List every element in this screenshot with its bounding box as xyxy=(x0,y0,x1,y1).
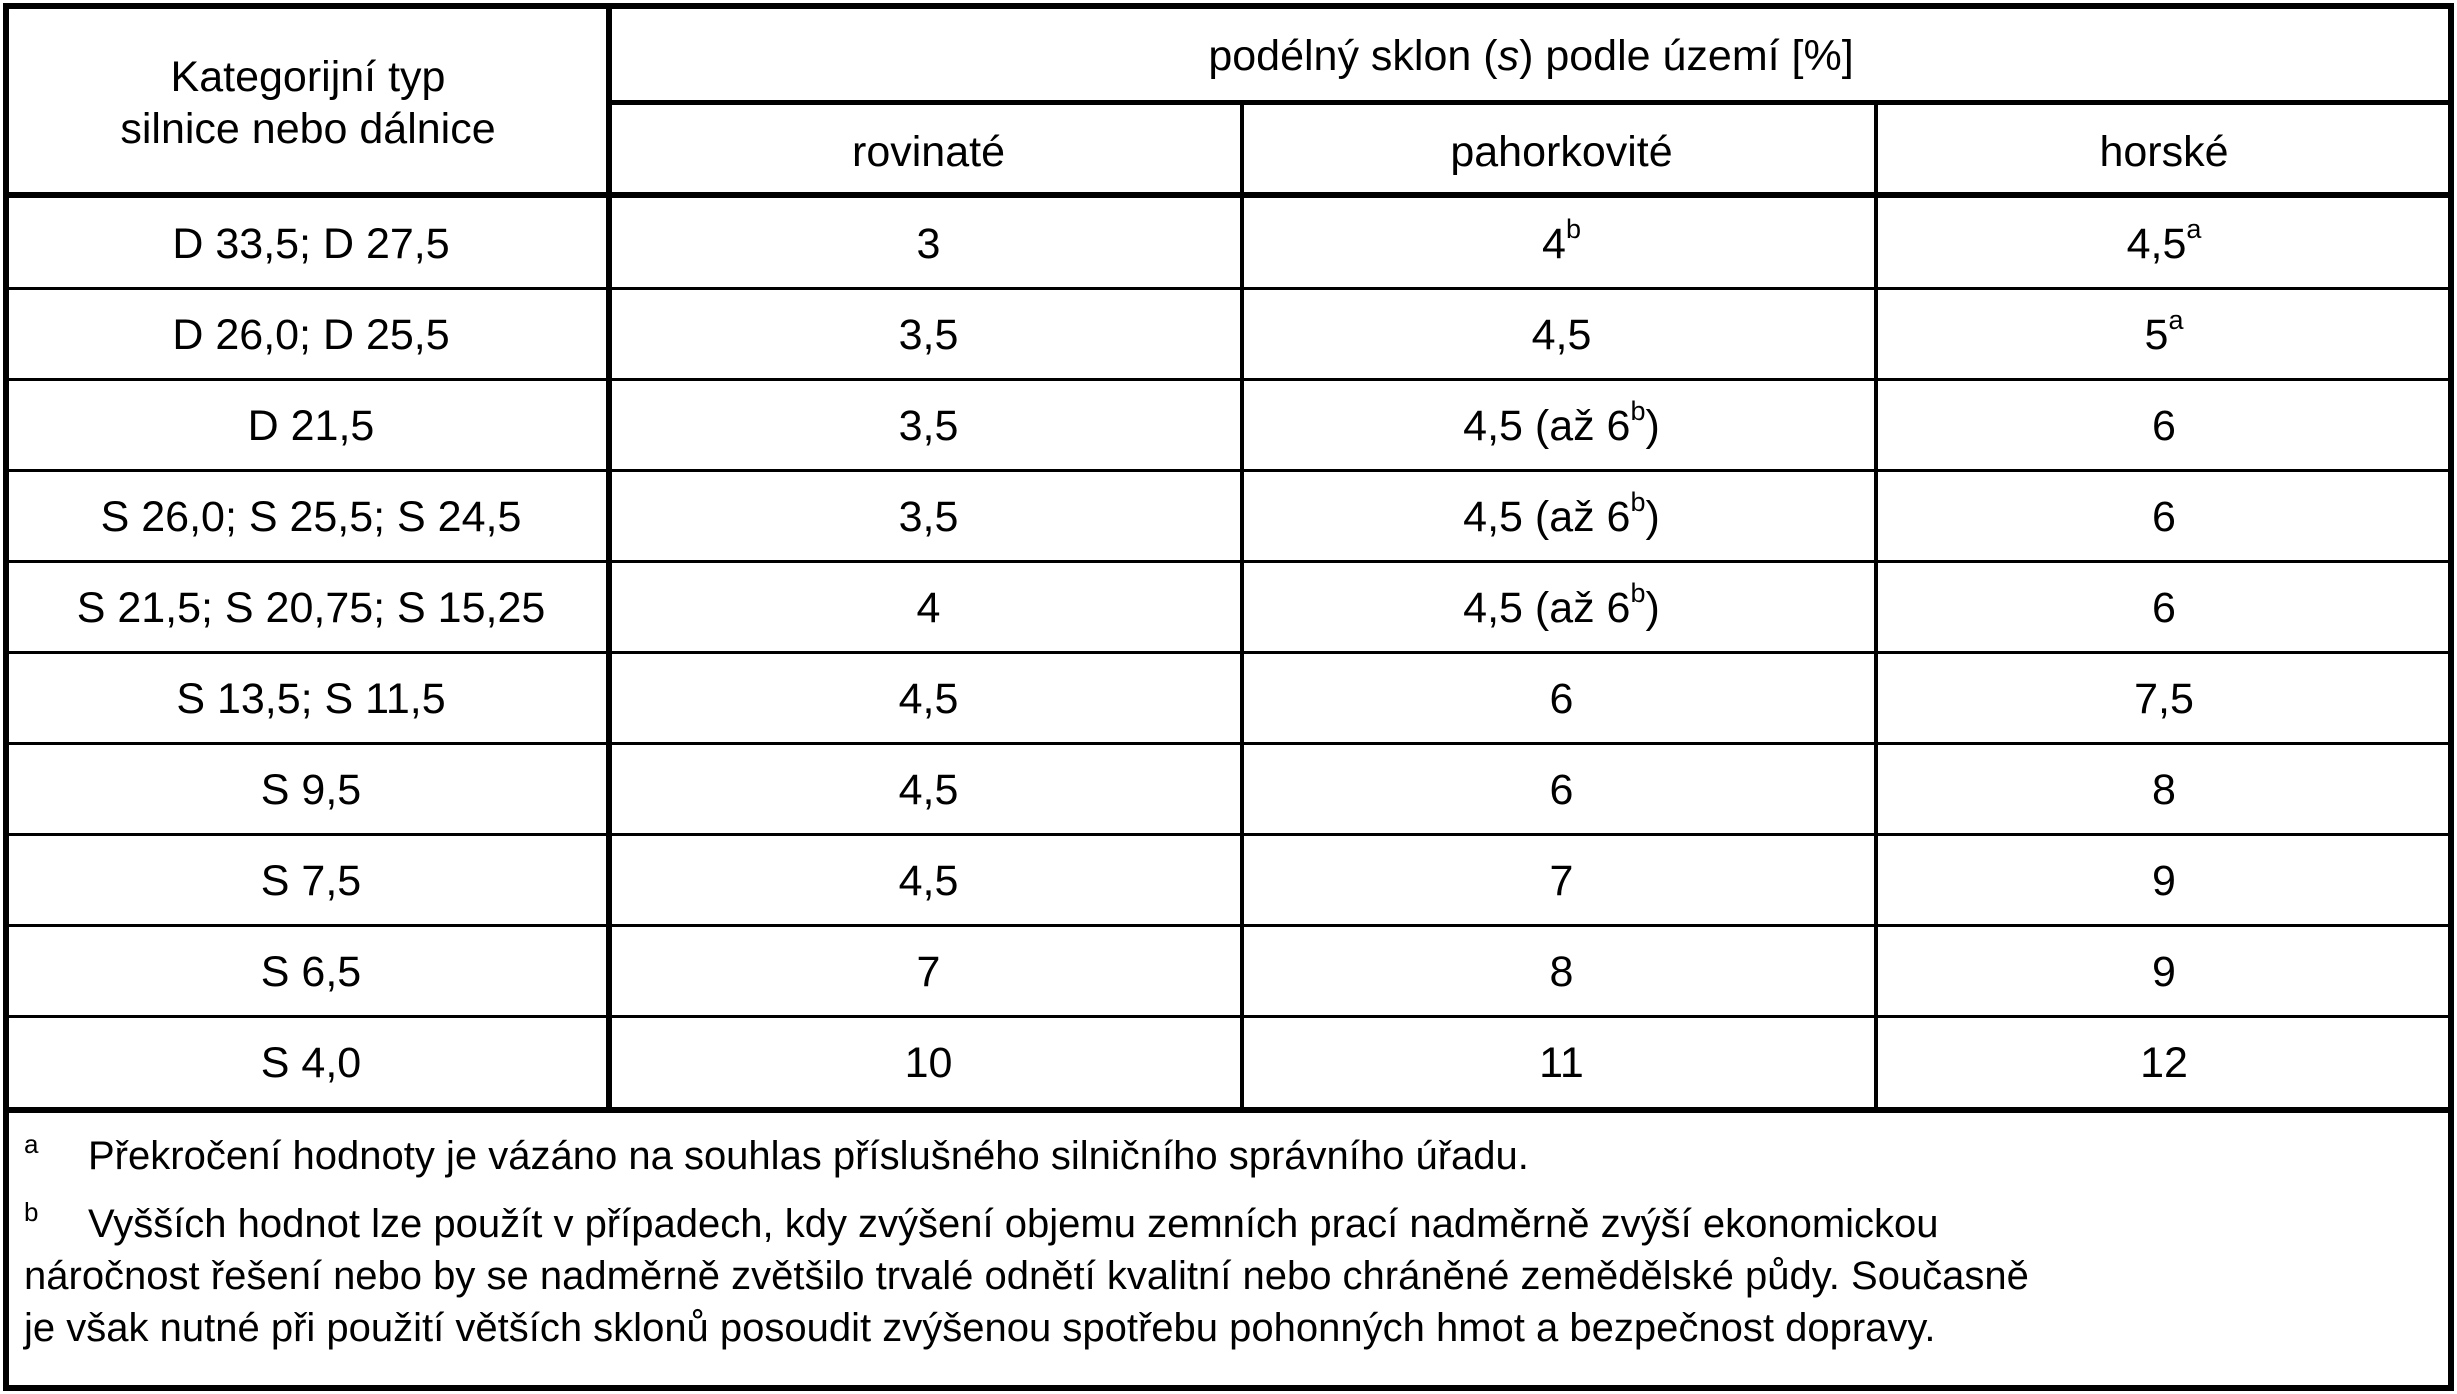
slope-value-cell: 6 xyxy=(1549,765,1574,814)
road-type-cell: S 9,5 xyxy=(260,765,362,814)
slope-value-cell: 4$^b$ xyxy=(1542,214,1581,268)
slope-value-cell: 11 xyxy=(1539,1038,1584,1087)
slope-value-cell: 4,5$^a$ xyxy=(2126,214,2202,268)
row-divider xyxy=(3,924,2454,927)
road-type-cell: S 13,5; S 11,5 xyxy=(176,674,446,723)
footnote-a-text: Překročení hodnoty je vázáno na souhlas příslušného silničního správního úřadu. xyxy=(88,1134,1529,1178)
slope-value-cell: 9 xyxy=(2152,856,2176,905)
slope-value-cell: 4,5 (až 6$^b$) xyxy=(1463,487,1660,541)
footnote-ref: b xyxy=(1630,578,1646,609)
row-divider xyxy=(3,651,2454,654)
slope-value-cell: 5$^a$ xyxy=(2144,305,2184,359)
road-type-cell: S 26,0; S 25,5; S 24,5 xyxy=(100,492,522,541)
slope-value-cell: 3 xyxy=(916,219,941,268)
footnote-ref: b xyxy=(1630,487,1646,518)
frame-right xyxy=(2448,3,2454,1391)
slope-value-cell: 6 xyxy=(1549,674,1574,723)
slope-value-cell: 3,5 xyxy=(898,401,959,450)
footnote-b-line3: je však nutné při použití větších sklonů posoudit zvýšenou spotřebu pohonných hmot a bezpečnost dopravy. xyxy=(24,1306,1936,1350)
road-type-cell: S 4,0 xyxy=(260,1038,362,1087)
frame-bottom xyxy=(3,1385,2454,1391)
slope-value-cell: 3,5 xyxy=(898,492,959,541)
footnote-ref: b xyxy=(1630,396,1646,427)
road-type-cell: D 21,5 xyxy=(247,401,375,450)
road-type-cell: D 33,5; D 27,5 xyxy=(172,219,450,268)
frame-top xyxy=(3,3,2454,9)
slope-value-cell: 4 xyxy=(916,583,941,632)
row-divider xyxy=(3,742,2454,745)
table-bottom-rule xyxy=(3,1107,2454,1113)
group-header xyxy=(612,10,2450,102)
col-divider xyxy=(1240,100,1244,1113)
row-divider xyxy=(3,287,2454,290)
slope-value-cell: 3,5 xyxy=(898,310,959,359)
slope-value-cell: 8 xyxy=(1549,947,1574,996)
road-type-cell: S 6,5 xyxy=(260,947,362,996)
slope-value-cell: 6 xyxy=(2152,401,2176,450)
row-divider xyxy=(3,833,2454,836)
slope-value-cell: 7 xyxy=(1549,856,1574,905)
footnote-b xyxy=(24,1198,2439,1354)
row-label-text: Kategorijní typ silnice nebo dálnice xyxy=(120,52,496,153)
slope-value-cell: 4,5 xyxy=(898,765,959,814)
slope-value-cell: 12 xyxy=(2140,1038,2188,1087)
col-divider xyxy=(1874,100,1878,1113)
footnote-a-mark: a xyxy=(24,1128,39,1159)
row-divider xyxy=(3,560,2454,563)
header-bottom-rule xyxy=(3,192,2454,198)
slope-value-cell: 6 xyxy=(2152,583,2176,632)
slope-value-cell: 4,5 xyxy=(1531,310,1592,359)
slope-value-cell: 7,5 xyxy=(2134,674,2194,723)
road-type-cell: D 26,0; D 25,5 xyxy=(172,310,450,359)
footnote-b-line1: Vyšších hodnot lze použít v případech, kdy zvýšení objemu zemních prací nadměrně zvýší ekonomickou xyxy=(88,1202,1939,1246)
footnote-ref: a xyxy=(2186,214,2202,245)
slope-value-cell: 7 xyxy=(916,947,941,996)
row-label-header xyxy=(10,10,606,195)
slope-value-cell: 4,5 xyxy=(898,674,959,723)
slope-value-cell: 4,5 (až 6$^b$) xyxy=(1463,396,1660,450)
slope-value-cell: 6 xyxy=(2152,492,2176,541)
row-label-divider xyxy=(606,3,612,1113)
slope-value-cell: 8 xyxy=(2152,765,2176,814)
footnote-b-line2: náročnost řešení nebo by se nadměrně zvětšilo trvalé odnětí kvalitní nebo chráněné zemědělské půdy. Současně xyxy=(24,1254,2029,1298)
frame-left xyxy=(3,3,9,1391)
road-type-cell: S 21,5; S 20,75; S 15,25 xyxy=(76,583,546,632)
slope-value-cell: 9 xyxy=(2152,947,2176,996)
footnote-a xyxy=(24,1130,2439,1182)
footnote-ref: a xyxy=(2168,305,2184,336)
row-divider xyxy=(3,469,2454,472)
row-divider xyxy=(3,378,2454,381)
slope-value-cell: 4,5 xyxy=(898,856,959,905)
footnote-ref: b xyxy=(1565,214,1581,245)
column-header-horské: horské xyxy=(2099,128,2229,176)
slope-value-cell: 10 xyxy=(904,1038,953,1087)
row-divider xyxy=(3,1015,2454,1018)
slope-value-cell: 4,5 (až 6$^b$) xyxy=(1463,578,1660,632)
footnote-b-mark: b xyxy=(24,1196,39,1227)
column-header-rovinaté: rovinaté xyxy=(852,128,1005,176)
header-group-divider xyxy=(609,100,2454,105)
column-header-pahorkovité: pahorkovité xyxy=(1450,128,1673,176)
group-header-text: podélný sklon (s) podle území [%] xyxy=(1208,32,1854,80)
road-type-cell: S 7,5 xyxy=(260,856,362,905)
slope-symbol: s xyxy=(1497,32,1520,80)
